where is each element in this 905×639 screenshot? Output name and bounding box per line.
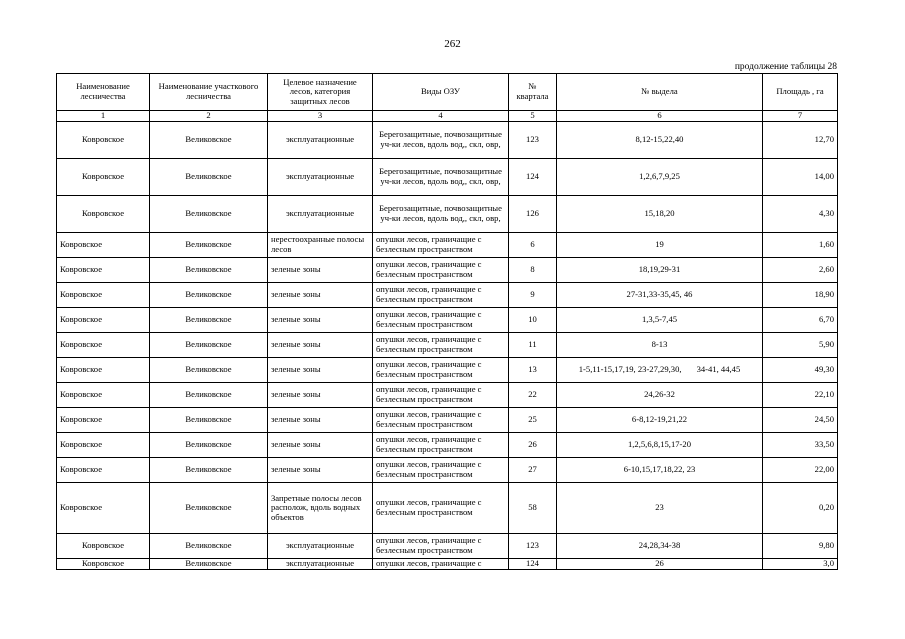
cell-area: 14,00 bbox=[763, 159, 838, 196]
column-number: 3 bbox=[268, 111, 373, 122]
cell-forestry: Ковровское bbox=[57, 196, 150, 233]
cell-sections: 26 bbox=[557, 559, 763, 570]
cell-forestry: Ковровское bbox=[57, 233, 150, 258]
cell-area: 49,30 bbox=[763, 358, 838, 383]
column-number: 5 bbox=[509, 111, 557, 122]
cell-area: 12,70 bbox=[763, 122, 838, 159]
cell-purpose: зеленые зоны bbox=[268, 408, 373, 433]
table-row bbox=[57, 308, 838, 333]
header-row bbox=[57, 74, 838, 111]
cell-purpose: эксплуатационные bbox=[268, 534, 373, 559]
cell-ozu-type: опушки лесов, граничащие с безлесным пространством bbox=[373, 534, 509, 559]
table-row bbox=[57, 258, 838, 283]
cell-sections: 6-10,15,17,18,22, 23 bbox=[557, 458, 763, 483]
cell-ozu-type: опушки лесов, граничащие с безлесным пространством bbox=[373, 458, 509, 483]
cell-purpose: зеленые зоны bbox=[268, 383, 373, 408]
header-district-forestry: Наименование участкового лесничества bbox=[150, 74, 268, 111]
cell-area: 5,90 bbox=[763, 333, 838, 358]
cell-ozu-type: опушки лесов, граничащие с безлесным пространством bbox=[373, 308, 509, 333]
cell-district: Великовское bbox=[150, 458, 268, 483]
table-continuation-label: продолжение таблицы 28 bbox=[734, 62, 837, 72]
cell-quarter: 123 bbox=[509, 534, 557, 559]
cell-ozu-type: Берегозащитные, почвозащитные уч-ки лесов, вдоль вод,, скл, овр, bbox=[373, 196, 509, 233]
cell-purpose: зеленые зоны bbox=[268, 458, 373, 483]
cell-forestry: Ковровское bbox=[57, 433, 150, 458]
cell-quarter: 22 bbox=[509, 383, 557, 408]
cell-sections: 27-31,33-35,45, 46 bbox=[557, 283, 763, 308]
cell-ozu-type: Берегозащитные, почвозащитные уч-ки лесов, вдоль вод,, скл, овр, bbox=[373, 159, 509, 196]
cell-district: Великовское bbox=[150, 358, 268, 383]
cell-forestry: Ковровское bbox=[57, 383, 150, 408]
cell-area: 24,50 bbox=[763, 408, 838, 433]
cell-sections: 6-8,12-19,21,22 bbox=[557, 408, 763, 433]
cell-area: 1,60 bbox=[763, 233, 838, 258]
table-row bbox=[57, 333, 838, 358]
cell-quarter: 126 bbox=[509, 196, 557, 233]
page-number: 262 bbox=[444, 38, 461, 50]
cell-ozu-type: опушки лесов, граничащие с безлесным пространством bbox=[373, 258, 509, 283]
cell-purpose: зеленые зоны bbox=[268, 283, 373, 308]
header-section-number: № выдела bbox=[557, 74, 763, 111]
cell-quarter: 6 bbox=[509, 233, 557, 258]
cell-ozu-type: опушки лесов, граничащие с безлесным пространством bbox=[373, 383, 509, 408]
cell-ozu-type: Берегозащитные, почвозащитные уч-ки лесов, вдоль вод,, скл, овр, bbox=[373, 122, 509, 159]
cell-forestry: Ковровское bbox=[57, 458, 150, 483]
cell-sections: 1-5,11-15,17,19, 23-27,29,30, 34-41, 44,45 bbox=[557, 358, 763, 383]
table-row bbox=[57, 122, 838, 159]
cell-district: Великовское bbox=[150, 258, 268, 283]
cell-quarter: 27 bbox=[509, 458, 557, 483]
cell-ozu-type: опушки лесов, граничащие с безлесным пространством bbox=[373, 233, 509, 258]
cell-purpose: зеленые зоны bbox=[268, 308, 373, 333]
cell-sections: 1,2,6,7,9,25 bbox=[557, 159, 763, 196]
cell-ozu-type: опушки лесов, граничащие с безлесным пространством bbox=[373, 358, 509, 383]
cell-forestry: Ковровское bbox=[57, 159, 150, 196]
cell-district: Великовское bbox=[150, 333, 268, 358]
cell-district: Великовское bbox=[150, 196, 268, 233]
cell-sections: 1,3,5-7,45 bbox=[557, 308, 763, 333]
cell-purpose: зеленые зоны bbox=[268, 258, 373, 283]
cell-forestry: Ковровское bbox=[57, 358, 150, 383]
cell-district: Великовское bbox=[150, 534, 268, 559]
cell-purpose: Запретные полосы лесов располож, вдоль водных объектов bbox=[268, 483, 373, 534]
cell-ozu-type: опушки лесов, граничащие с безлесным пространством bbox=[373, 408, 509, 433]
cell-district: Великовское bbox=[150, 159, 268, 196]
cell-quarter: 9 bbox=[509, 283, 557, 308]
cell-purpose: зеленые зоны bbox=[268, 433, 373, 458]
cell-forestry: Ковровское bbox=[57, 408, 150, 433]
column-number: 6 bbox=[557, 111, 763, 122]
cell-area: 2,60 bbox=[763, 258, 838, 283]
cell-sections: 23 bbox=[557, 483, 763, 534]
table-row bbox=[57, 433, 838, 458]
cell-quarter: 123 bbox=[509, 122, 557, 159]
cell-area: 33,50 bbox=[763, 433, 838, 458]
column-number-row bbox=[57, 111, 838, 122]
cell-quarter: 58 bbox=[509, 483, 557, 534]
cell-forestry: Ковровское bbox=[57, 283, 150, 308]
cell-area: 6,70 bbox=[763, 308, 838, 333]
forest-table bbox=[56, 73, 838, 570]
cell-area: 3,0 bbox=[763, 559, 838, 570]
header-area: Площадь , га bbox=[763, 74, 838, 111]
cell-forestry: Ковровское bbox=[57, 534, 150, 559]
table-row bbox=[57, 383, 838, 408]
cell-area: 0,20 bbox=[763, 483, 838, 534]
cell-area: 22,10 bbox=[763, 383, 838, 408]
cell-area: 9,80 bbox=[763, 534, 838, 559]
cell-forestry: Ковровское bbox=[57, 559, 150, 570]
cell-quarter: 124 bbox=[509, 559, 557, 570]
cell-area: 22,00 bbox=[763, 458, 838, 483]
cell-ozu-type: опушки лесов, граничащие с безлесным пространством bbox=[373, 333, 509, 358]
cell-ozu-type: опушки лесов, граничащие с bbox=[373, 559, 509, 570]
cell-quarter: 11 bbox=[509, 333, 557, 358]
table-row bbox=[57, 283, 838, 308]
cell-sections: 15,18,20 bbox=[557, 196, 763, 233]
column-number: 1 bbox=[57, 111, 150, 122]
cell-sections: 19 bbox=[557, 233, 763, 258]
cell-district: Великовское bbox=[150, 383, 268, 408]
cell-quarter: 25 bbox=[509, 408, 557, 433]
cell-district: Великовское bbox=[150, 283, 268, 308]
cell-quarter: 124 bbox=[509, 159, 557, 196]
table-row bbox=[57, 358, 838, 383]
column-number: 2 bbox=[150, 111, 268, 122]
cell-district: Великовское bbox=[150, 433, 268, 458]
cell-sections: 18,19,29-31 bbox=[557, 258, 763, 283]
cell-quarter: 13 bbox=[509, 358, 557, 383]
table-row bbox=[57, 196, 838, 233]
cell-forestry: Ковровское bbox=[57, 333, 150, 358]
cell-sections: 24,28,34-38 bbox=[557, 534, 763, 559]
cell-purpose: эксплуатационные bbox=[268, 196, 373, 233]
column-number: 7 bbox=[763, 111, 838, 122]
cell-district: Великовское bbox=[150, 559, 268, 570]
table-row bbox=[57, 534, 838, 559]
cell-area: 4,30 bbox=[763, 196, 838, 233]
header-purpose: Целевое назначение лесов, категория защитных лесов bbox=[268, 74, 373, 111]
cell-area: 18,90 bbox=[763, 283, 838, 308]
header-ozu-types: Виды ОЗУ bbox=[373, 74, 509, 111]
table-row bbox=[57, 159, 838, 196]
cell-sections: 24,26-32 bbox=[557, 383, 763, 408]
cell-purpose: зеленые зоны bbox=[268, 358, 373, 383]
cell-district: Великовское bbox=[150, 408, 268, 433]
table-row bbox=[57, 559, 838, 570]
cell-sections: 1,2,5,6,8,15,17-20 bbox=[557, 433, 763, 458]
cell-forestry: Ковровское bbox=[57, 258, 150, 283]
table-row bbox=[57, 408, 838, 433]
cell-purpose: эксплуатационные bbox=[268, 122, 373, 159]
cell-forestry: Ковровское bbox=[57, 483, 150, 534]
header-quarter-number: № квартала bbox=[509, 74, 557, 111]
column-number: 4 bbox=[373, 111, 509, 122]
cell-district: Великовское bbox=[150, 483, 268, 534]
table-row bbox=[57, 483, 838, 534]
cell-quarter: 10 bbox=[509, 308, 557, 333]
table-row bbox=[57, 233, 838, 258]
cell-district: Великовское bbox=[150, 308, 268, 333]
cell-quarter: 8 bbox=[509, 258, 557, 283]
table-row bbox=[57, 458, 838, 483]
cell-purpose: зеленые зоны bbox=[268, 333, 373, 358]
cell-district: Великовское bbox=[150, 233, 268, 258]
cell-ozu-type: опушки лесов, граничащие с безлесным пространством bbox=[373, 483, 509, 534]
cell-ozu-type: опушки лесов, граничащие с безлесным пространством bbox=[373, 283, 509, 308]
cell-ozu-type: опушки лесов, граничащие с безлесным пространством bbox=[373, 433, 509, 458]
cell-forestry: Ковровское bbox=[57, 308, 150, 333]
cell-district: Великовское bbox=[150, 122, 268, 159]
cell-quarter: 26 bbox=[509, 433, 557, 458]
cell-purpose: эксплуатационные bbox=[268, 559, 373, 570]
cell-purpose: нерестоохранные полосы лесов bbox=[268, 233, 373, 258]
cell-purpose: эксплуатационные bbox=[268, 159, 373, 196]
header-forestry: Наименование лесничества bbox=[57, 74, 150, 111]
cell-sections: 8,12-15,22,40 bbox=[557, 122, 763, 159]
cell-forestry: Ковровское bbox=[57, 122, 150, 159]
cell-sections: 8-13 bbox=[557, 333, 763, 358]
